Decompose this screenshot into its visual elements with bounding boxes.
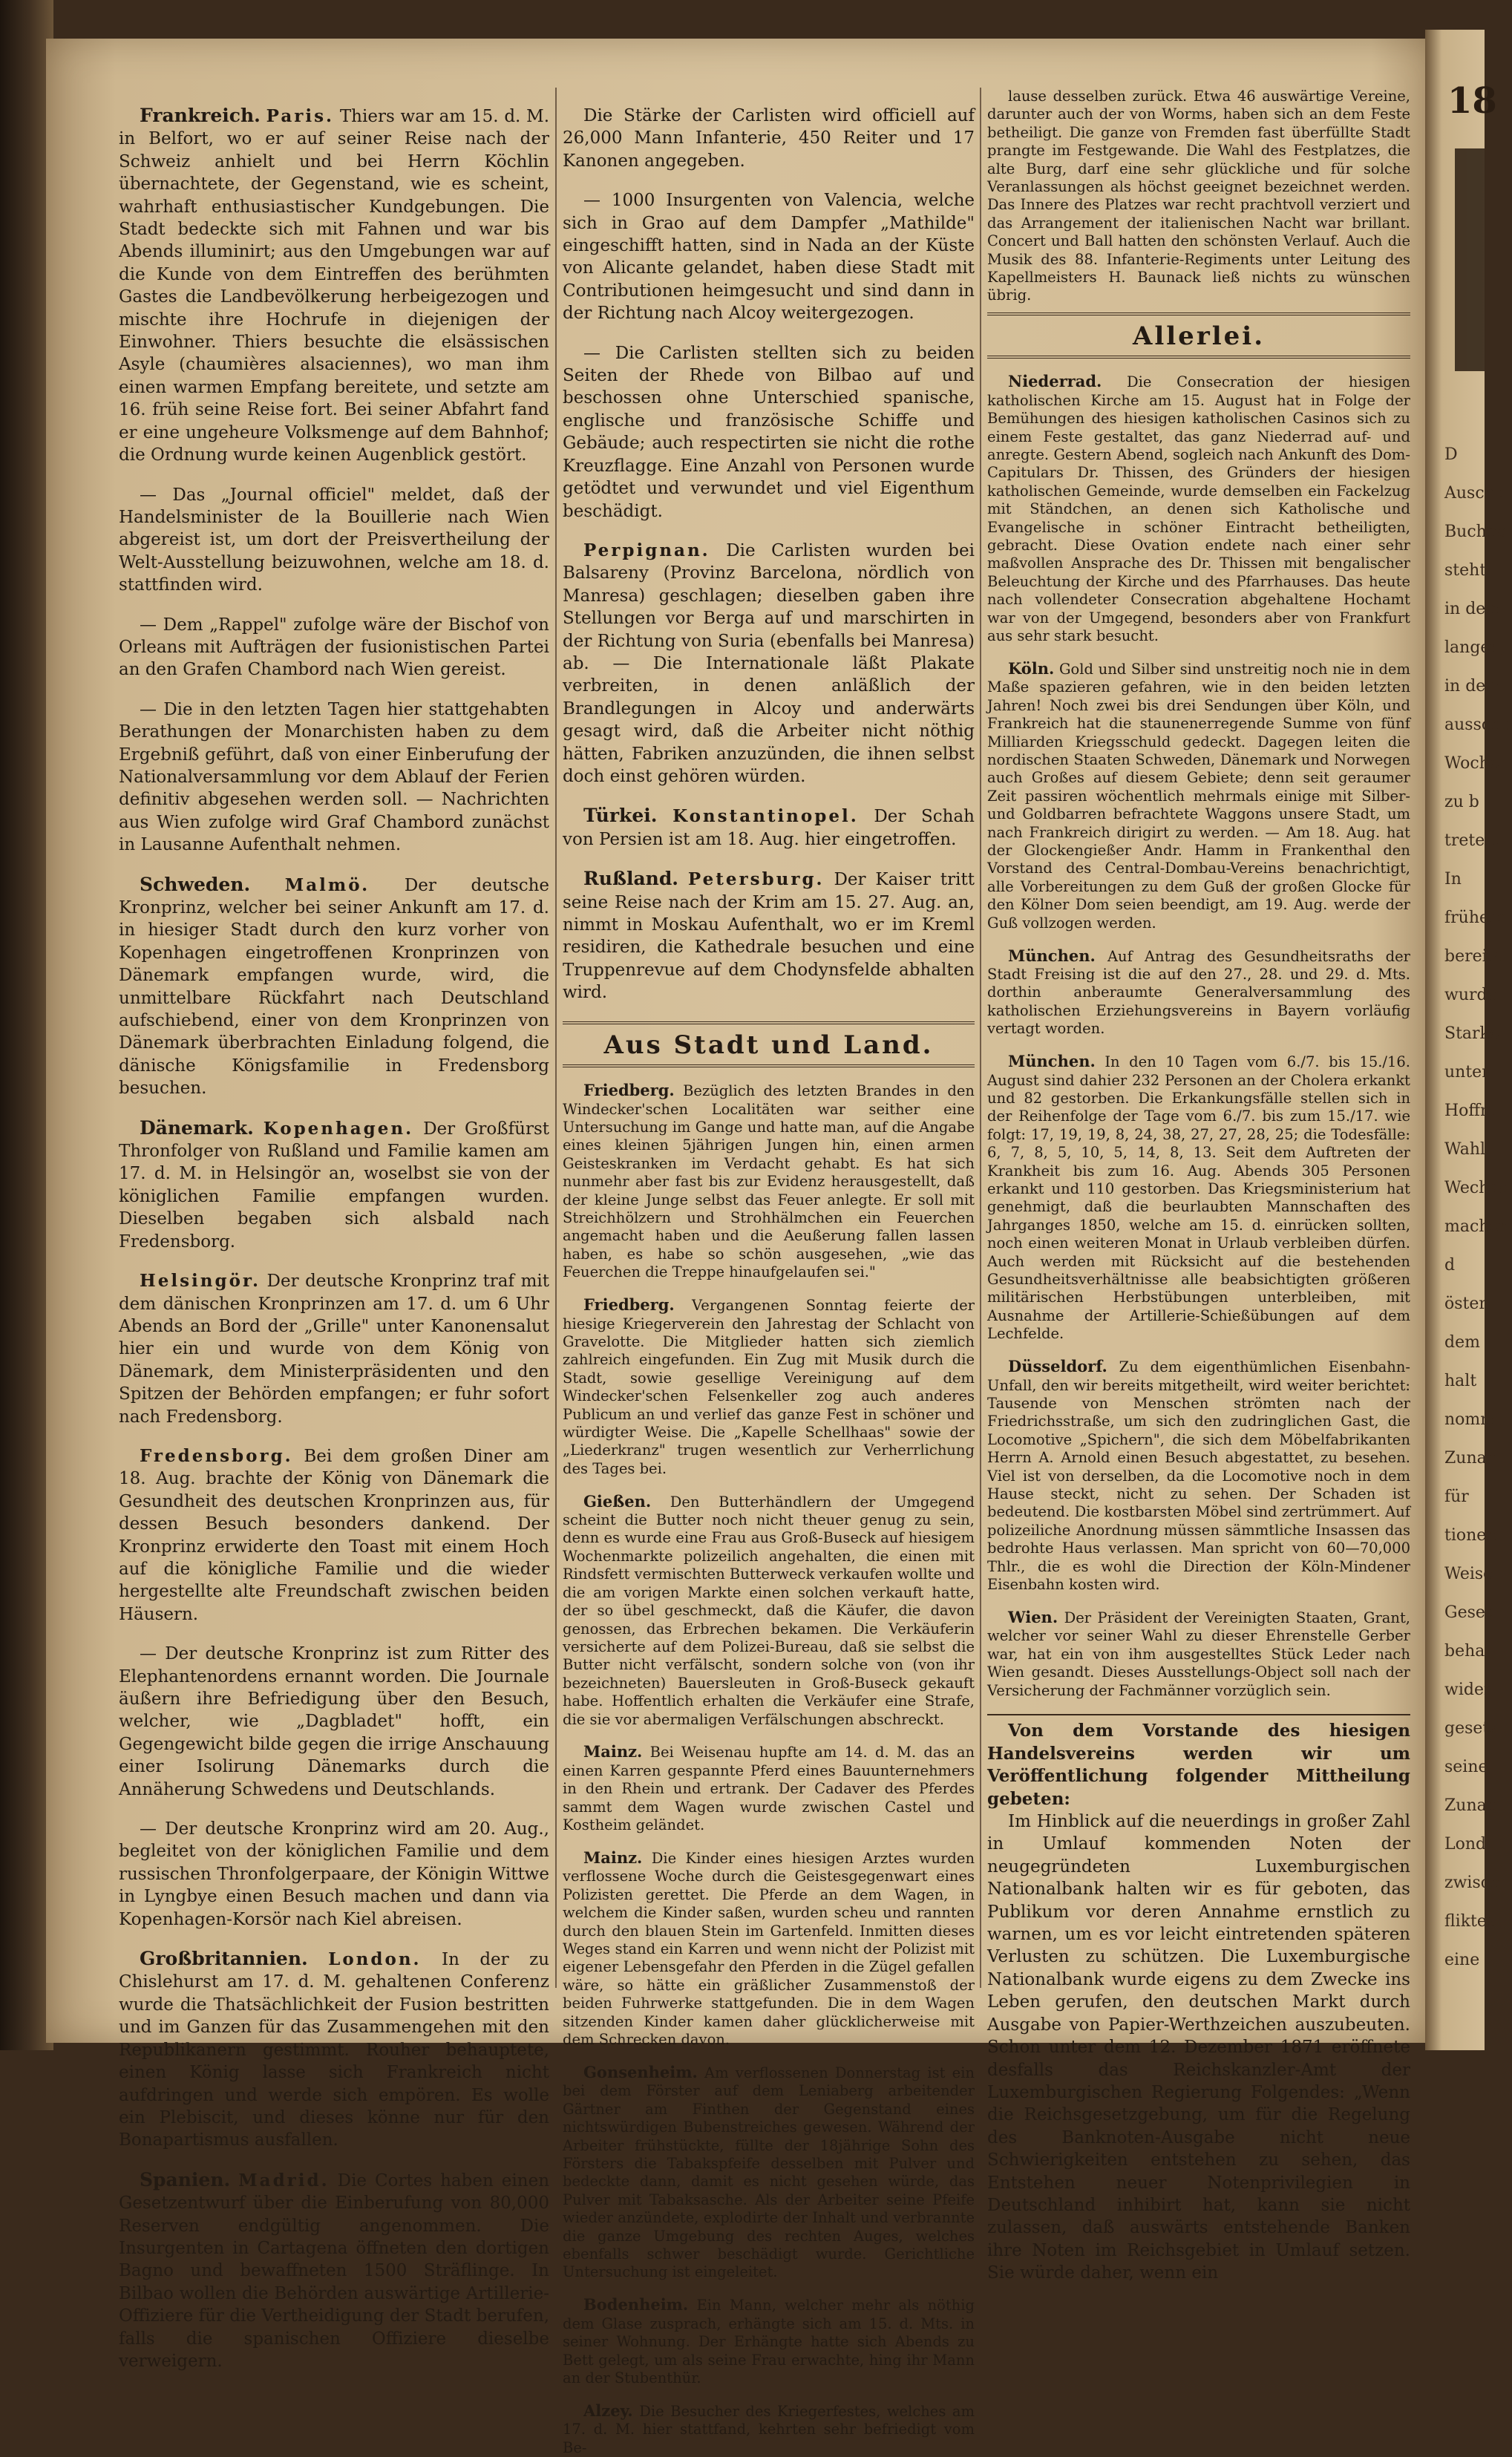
article-paragraph <box>563 2064 975 2282</box>
article-heading: Türkei. <box>583 805 658 827</box>
article-heading: Niederrad. <box>1008 372 1102 391</box>
adjacent-text-fragment: Hoffm <box>1444 1102 1496 1120</box>
article-paragraph <box>987 373 1410 645</box>
article-paragraph <box>119 874 549 1100</box>
adjacent-text-fragment: Zunah <box>1444 1796 1497 1815</box>
dateline: Kopenhagen. <box>263 1118 414 1139</box>
adjacent-text-fragment: in dem <box>1444 677 1502 696</box>
article-heading: Bodenheim. <box>583 2295 689 2314</box>
article-text: — Der deutsche Kronprinz wird am 20. Aug., begleitet von der königlichen Familie und dem russischen Thronfolgerpaare, der Königin Wittwe in Lyngbye einen Besuch machen und dann via Kopenhagen-Korsör nach Kiel abreisen. <box>119 1819 549 1929</box>
adjacent-text-fragment: fliktes <box>1444 1912 1496 1931</box>
adjacent-text-fragment: nomm <box>1444 1410 1496 1429</box>
article-heading: Frankreich. <box>140 105 261 126</box>
article-paragraph <box>563 2402 975 2457</box>
article-paragraph <box>119 1818 549 1931</box>
adjacent-text-fragment: treten. <box>1444 831 1501 850</box>
masthead-fragment <box>1455 148 1485 371</box>
article-text: Gold und Silber sind unstreitig noch nie in dem Maße spazieren gefahren, wie in den beiden letzten Jahren! Noch zwei bis drei Sendungen über Köln, und Frankreich hat die staunenerregende Summe von fünf Milliarden Kriegsschuld gedeckt. Dagegen leiten die nordischen Staaten Schweden, Dänemark und Norwegen auch Großes auf diesem Gebiete; denn seit geraumer Zeit passiren wöchentlich mehrmals einige mit Silber- und Goldbarren befrachtete Waggons unsere Stadt, um nach Frankreich dirigirt zu werden. — Am 18. Aug. hat der Glockengießer Andr. Hamm in Frankenthal den Vorstand des Central-Dombau-Vereins benachrichtigt, alle Vorbereitungen zu dem Guß der großen Glocke für den Kölner Dom seien beendigt, am 19. Aug. werde der Guß vollzogen werden. <box>987 660 1410 932</box>
adjacent-text-fragment: zwisch <box>1444 1874 1501 1892</box>
adjacent-text-fragment: Woche <box>1444 754 1499 773</box>
notice-body: Im Hinblick auf die neuerdings in großer Zahl in Umlauf kommenden Noten der neugegründeten Luxemburgischen Nationalbank halten wir es für geboten, das Publikum vor deren Annahme ernstlich zu warnen, um es vor leicht eintretenden späteren Verlusten zu schützen. Die Luxemburgische Nationalbank wurde eigens zu dem Zwecke ins Leben gerufen, den deutschen Markt durch Ausgabe von Papier-Werthzeichen auszubeuten. Schon unter dem 12. Dezember 1871 eröffnete desfalls das Reichskanzler-Amt der Luxemburgischen Regierung Folgendes: „Wenn die Reichsgesetzgebung, um für die Regelung des Banknoten-Ausgabe nicht neue Schwierigkeiten entstehen zu sehen, das Entstehen neuer Notenprivilegien in Deutschland inhibirt hat, kann sie nicht zulassen, daß auswärts entstehende Banken ihre Noten im Reichsgebiet in Umlauf setzen. Sie würde daher, wenn ein <box>987 1812 1410 2283</box>
adjacent-text-fragment: in dem <box>1444 600 1502 618</box>
article-paragraph <box>563 189 975 324</box>
adjacent-text-fragment: zu b <box>1444 793 1479 811</box>
dateline: Perpignan. <box>583 540 710 560</box>
article-heading: Köln. <box>1008 658 1055 678</box>
article-heading: Schweden. <box>140 873 251 895</box>
adjacent-text-fragment: D <box>1444 445 1458 464</box>
adjacent-page-edge <box>1425 30 1512 2050</box>
article-text: Der Großfürst Thronfolger von Rußland und Familie kamen am 17. d. M. in Helsingör an, woselbst sie von der königlichen Familie empfangen wurden. Dieselben begaben sich alsbald nach Fredensborg. <box>119 1119 549 1252</box>
adjacent-text-fragment: Buchha <box>1444 523 1508 541</box>
article-paragraph <box>119 1948 549 2152</box>
dateline: London. <box>328 1949 422 1970</box>
page-number: 18 <box>1447 80 1497 122</box>
notice-intro: Von dem Vorstande des hiesigen Handelsvereins werden wir um Veröffentlichung folgender Mittheilung gebeten: <box>987 1721 1410 1809</box>
article-text: — Das „Journal officiel" meldet, daß der Handelsminister de la Bouillerie nach Wien abgereist ist, um dort der Preisvertheilung der Welt-Ausstellung beizuwohnen, welche am 18. d. stattfinden wird. <box>119 485 549 595</box>
adjacent-text-fragment: behal <box>1444 1642 1490 1661</box>
article-heading: Gießen. <box>583 1491 652 1511</box>
article-text: Den Butterhändlern der Umgegend scheint die Butter noch nicht theuer genug zu sein, denn es wurde eine Frau aus Groß-Buseck auf hiesigem Wochenmarkte polizeilich angehalten, die einen mit Rindsfett vermischten Butterweck verkaufen wollte und die am vorigen Markte einen solchen verkauft hatte, der so übel geschmeckt, daß die Käufer, die davon genossen, das Erbrechen bekamen. Die Verkäuferin versicherte auf dem Polizei-Bureau, daß sie selbst die Butter nicht verfälscht, sondern solche von (von ihr bezeichneten) Bauersleuten in Groß-Buseck gekauft habe. Hoffentlich erhalten die Verkäufer eine Strafe, die sie vor abermaligen Verfälschungen abschreckt. <box>563 1493 975 1728</box>
article-text: Bei dem großen Diner am 18. Aug. brachte der König von Dänemark die Gesundheit des deutschen Kronprinzen aus, für dessen Besuch besonders dankend. Der Kronprinz erwiderte den Toast mit einem Hoch auf die königliche Familie und die wieder hergestellte alte Freundschaft zwischen beiden Häusern. <box>119 1446 549 1624</box>
article-heading: Spanien. <box>140 2168 231 2191</box>
article-paragraph <box>119 1270 549 1428</box>
article-paragraph <box>563 1296 975 1478</box>
adjacent-text-fragment: Geset <box>1444 1603 1492 1622</box>
local-news <box>563 1082 975 2457</box>
article-paragraph <box>119 484 549 597</box>
article-heading: Mainz. <box>583 1742 643 1761</box>
article-text: — Die Carlisten stellten sich zu beiden Seiten der Rhede von Bilbao auf und beschossen ohne Unterschied spanische, englische und französische Schiffe und Gebäude; auch respectirten sie nicht die rothe Kreuzflagge. Eine Anzahl von Personen wurde getödtet und verwundet und viel Eigenthum beschädigt. <box>563 343 975 521</box>
section-title-local: Aus Stadt und Land. <box>563 1021 975 1067</box>
adjacent-text-fragment: wider <box>1444 1681 1492 1699</box>
article-paragraph <box>119 699 549 857</box>
trade-association-notice <box>987 1720 1410 2284</box>
adjacent-text-fragment: In <box>1444 870 1462 889</box>
article-heading: Friedberg. <box>583 1081 675 1100</box>
article-text: Bei Weisenau hupfte am 14. d. M. das an einen Karren gespannte Pferd eines Bauunternehmers in den Rhein und ertrank. Der Cadaver des Pferdes sammt dem Wagen wurde zwischen Castel und Kostheim geländet. <box>563 1744 975 1834</box>
alzey-continuation: lause desselben zurück. Etwa 46 auswärtige Vereine, darunter auch der von Worms, haben sich an dem Feste betheiligt. Die ganze von Fremden fast überfüllte Stadt prangte im Festgewande. Die Wahl des Festplatzes, die alte Burg, darf eine sehr glückliche und für solche Veranlassungen als höchst geeignet bezeichnet werden. Das Innere des Platzes war recht prachtvoll verziert und das Arrangement der italienischen Nacht war brillant. Concert und Ball hatten den schönsten Verlauf. Auch die Musik des 88. Infanterie-Regiments unter Leitung des Kapellmeisters H. Baunack ließ nichts zu wünschen übrig. <box>987 88 1410 304</box>
dateline: Madrid. <box>238 2170 330 2191</box>
article-text: In den 10 Tagen vom 6./7. bis 15./16. August sind dahier 232 Personen an der Cholera erkankt und 82 gestorben. Die Erkankungsfälle stellen sich in der Reihenfolge der Tage vom 6./7. bis zum 15./17. wie folgt: 17, 19, 19, 8, 24, 38, 27, 27, 28, 25; die Todesfälle: 6, 7, 8, 5, 10, 5, 14, 8, 13. Seit dem Auftreten der Krankheit bis zum 16. Aug. Abends 305 Personen erkankt und 110 gestorben. Das Kriegsministerium hat genehmigt, daß die beurlaubten Mannschaften des Jahrganges 1850, welche am 15. d. einrücken sollten, noch einen weiteren Monat in Urlaub verbleiben dürfen. Auch werden mit Rücksicht auf die bestehenden Gesundheitsverhältnisse alle beabsichtigten größeren militärischen Herbstübungen unterbleiben, mit Ausnahme der Artillerie-Schießübungen auf dem Lechfelde. <box>987 1053 1411 1343</box>
column-3 <box>987 88 1411 2283</box>
article-heading: München. <box>1008 1052 1096 1071</box>
article-paragraph <box>987 1609 1410 1700</box>
article-paragraph <box>563 805 975 851</box>
article-heading: Wien. <box>1008 1607 1058 1626</box>
section-title-allerlei: Allerlei. <box>987 313 1410 359</box>
article-text: Die Besucher des Kriegerfestes, welches am 17. d. M. hier stattfand, kehrten sehr befriedigt vom Be- <box>563 2402 975 2456</box>
article-paragraph <box>987 1358 1410 1594</box>
adjacent-text-fragment: Auscht <box>1444 484 1502 503</box>
article-text: Zu dem eigenthümlichen Eisenbahn-Unfall, den wir bereits mitgetheilt, wird weiter berichtet: Tausende von Menschen strömten nach der Friedrichsstraße, um sich den zudringlichen Gast, die Locomotive „Spichern", die sich dem Möbelfabrikanten Herrn A. Arnold einen Besuch abgestattet, zu besehen. Viel ist von derselben, da die Locomotive noch in dem Hause steckt, nicht zu sehen. Der Schaden ist bedeutend. Die kostbarsten Möbel sind zertrümmert. Auf polizeiliche Anordnung müssen sämmtliche Insassen das bedrohte Haus verlassen. Man spricht von 60—70,000 Thlr., die es wohl die Direction der Köln-Mindener Eisenbahn kosten wird. <box>987 1358 1410 1593</box>
miscellany-news <box>987 373 1410 1700</box>
article-text: — 1000 Insurgenten von Valencia, welche sich in Grao auf dem Dampfer „Mathilde" eingeschifft hatten, sind in Nada an der Küste von Alicante gelandet, haben diese Stadt mit Contributionen heimgesucht und sind dann in der Richtung nach Alcoy weitergezogen. <box>563 191 975 324</box>
column-divider <box>555 88 557 1988</box>
article-text: Die Stärke der Carlisten wird officiell auf 26,000 Mann Infanterie, 450 Reiter und 17 Kanonen angegeben. <box>563 106 975 171</box>
article-paragraph <box>119 2169 549 2373</box>
dateline: Paris. <box>266 106 335 126</box>
article-paragraph <box>119 1117 549 1253</box>
article-heading: Dänemark. <box>140 1116 254 1139</box>
article-heading: München. <box>1008 946 1096 965</box>
article-heading: Gonsenheim. <box>583 2062 698 2081</box>
adjacent-text-fragment: tionen <box>1444 1526 1497 1545</box>
article-paragraph <box>563 1849 975 2049</box>
article-heading: Rußland. <box>583 868 679 890</box>
adjacent-text-fragment: Wechse <box>1444 1179 1508 1197</box>
article-paragraph <box>563 1493 975 1729</box>
article-heading: Großbritannien. <box>140 1948 308 1970</box>
column-1-foreign-news <box>119 88 550 2371</box>
dateline: Malmö. <box>284 874 370 895</box>
article-paragraph <box>987 660 1410 932</box>
article-text: — Dem „Rappel" zufolge wäre der Bischof von Orleans mit Aufträgen der fusionistischen Partei an den Grafen Chambord nach Wien gereist. <box>119 615 549 680</box>
article-text: In der zu Chislehurst am 17. d. M. gehaltenen Conferenz wurde die Thatsächlichkeit der Fusion bestritten und im Ganzen für das Zusammengehen mit den Republikanern gestimmt. Rouher behauptete, einen König lasse sich Frankreich nicht aufdringen und werde sich empören. Es wolle ein Plebiscit, und dieses könne nur für den Bonapartismus ausfallen. <box>119 1950 550 2150</box>
article-heading: Mainz. <box>583 1848 643 1867</box>
article-paragraph <box>563 1082 975 1281</box>
adjacent-text-fragment: Wahl <box>1444 1140 1486 1159</box>
article-paragraph <box>563 2296 975 2387</box>
adjacent-text-fragment: ausschu <box>1444 716 1512 734</box>
adjacent-text-fragment: Weise <box>1444 1565 1493 1583</box>
adjacent-text-fragment: machen <box>1444 1217 1510 1236</box>
adjacent-text-fragment: d <box>1444 1256 1456 1275</box>
adjacent-text-fragment: wurde <box>1444 986 1497 1004</box>
article-text: — Die in den letzten Tagen hier stattgehabten Berathungen der Monarchisten haben zu dem Ergebniß geführt, daß von einer Einberufung der Nationalversammlung vor dem Ablauf der Ferien definitiv abgesehen werden soll. — Nachrichten aus Wien zufolge wird Graf Chambord zunächst in Lausanne Aufenthalt nehmen. <box>119 699 549 855</box>
article-text: Der Präsident der Vereinigten Staaten, Grant, welcher vor seiner Wahl zu dieser Ehrenstelle Gerber war, hat ein von ihm ausgestelltes Stück Leder nach Wien gesandt. Dieses Ausstellungs-Object soll nach der Versicherung der Fachmänner vorzüglich sein. <box>987 1609 1411 1699</box>
column-divider <box>980 88 981 1988</box>
adjacent-text-fragment: steht <box>1444 561 1487 580</box>
dateline: Helsingör. <box>140 1271 261 1292</box>
article-heading: Düsseldorf. <box>1008 1357 1107 1376</box>
divider <box>987 1714 1410 1715</box>
adjacent-text-fragment: Zunah <box>1444 1449 1497 1468</box>
article-paragraph <box>563 868 975 1004</box>
adjacent-text-fragment: dem <box>1444 1333 1480 1352</box>
article-text: Bezüglich des letzten Brandes in den Windecker'schen Localitäten war seither eine Untersuchung im Gange und hatte man, auf die Angabe eines kleinen 5jährigen Jungen hin, einen armen Geisteskranken im Verdacht gehabt. Es hat sich nunmehr aber fast bis zur Evidenz herausgestellt, daß der kleine Junge selbst das Feuer anlegte. Er soll mit Streichhölzern und Strohhälmchen ein Feuerchen angemacht haben und die Aeußerung fallen lassen haben, es habe so schön ausgesehen, „wie das Feuerchen die Treppe hinaufgelaufen sei." <box>563 1082 975 1281</box>
article-text: Thiers war am 15. d. M. in Belfort, wo er auf seiner Reise nach der Schweiz anhielt und bei Herrn Köchlin übernachtete, der Gegenstand, wie es scheint, wahrhaft enthusiastischer Kundgebungen. Die Stadt bedeckte sich mit Fahnen und war bis Abends illuminirt; aus den Umgebungen war auf die Kunde von dem Eintreffen des berühmten Gastes die Landbevölkerung herbeigezogen und mischte ihre Hochrufe in diejenigen der Einwohner. Thiers besuchte die elsässischen Asyle (chaumières alsaciennes), wo man ihm einen warmen Empfang bereitete, und setzte am 16. früh seine Reise fort. Bei seiner Abfahrt fand er eine ungeheure Volksmenge auf dem Bahnhof; die Ordnung wurde keinen Augenblick gestört. <box>119 107 550 465</box>
article-paragraph <box>119 105 549 467</box>
article-text: Auf Antrag des Gesundheitsraths der Stadt Freising ist die auf den 27., 28. und 29. d. Mts. dorthin anberaumte Generalversammlung des katholischen Erziehungsvereins in Bayern vorläufig vertagt worden. <box>987 947 1411 1038</box>
article-text: Die Carlisten wurden bei Balsareny (Provinz Barcelona, nördlich von Manresa) geschlagen; dieselben gaben ihre Stellungen vor Berga auf und marschirten in der Richtung von Suria (ebenfalls bei Manresa) ab. — Die Internationale läßt Plakate verbreiten, in denen anläßlich der Brandlegungen in Alcoy und anderwärts gesagt wird, daß die Arbeiter nicht nöthig hätten, Fabriken anzuzünden, die ihnen selbst doch einst gehören würden. <box>563 540 975 786</box>
adjacent-text-fragment: halt <box>1444 1372 1477 1390</box>
adjacent-text-fragment: öster <box>1444 1295 1487 1313</box>
adjacent-text-fragment: für <box>1444 1488 1469 1506</box>
article-text: Ein Mann, welcher mehr als nöthig dem Glase zusprach, erhängte sich am 15. d. Mts. in seiner Wohnung. Der Erhängte hatte sich Abends zu Bett gelegt, um als seine Frau erwachte, hing ihr Mann an der Stubenthür. <box>563 2297 975 2386</box>
article-text: — Der deutsche Kronprinz ist zum Ritter des Elephantenordens ernannt worden. Die Journale äußern ihre Befriedigung über den Besuch, welcher, wie „Dagbladet" hofft, ein Gegengewicht bilde gegen die irrige Anschauung einer Isolirung Dänemarks durch die Annäherung Schwedens und Deutschlands. <box>119 1644 549 1799</box>
adjacent-text-fragment: seine <box>1444 1758 1488 1776</box>
article-text: Die Consecration der hiesigen katholischen Kirche am 15. August hat in Folge der Bemühungen des hiesigen katholischen Casinos sich zu einem Feste gestaltet, das ganz Niederrad auf- und anregte. Gestern Abend, sogleich nach Ankunft des Dom-Capitulars Dr. Thissen, des Gründers der hiesigen katholischen Gemeinde, wurde demselben ein Fackelzug mit Ständchen, an denen sich Katholische und Evangelische in schöner Eintracht betheiligten, gebracht. Diese Ovation endete nach einer sehr maßvollen Ansprache des Dr. Thissen mit bengalischer Beleuchtung der Kirche und des Pfarrhauses. Das heute nach vollendeter Consecration abgehaltene Hochamt war von der Umgegend, besonders aber von Frankfurt aus sehr stark besucht. <box>987 373 1410 645</box>
adjacent-text-fragment: frühere <box>1444 909 1507 927</box>
article-paragraph <box>987 947 1410 1038</box>
article-paragraph <box>119 614 549 681</box>
article-paragraph <box>119 1643 549 1801</box>
column-2 <box>563 88 975 2456</box>
article-paragraph <box>119 1445 549 1626</box>
dateline: Konstantinopel. <box>672 806 859 827</box>
article-text: Der Kaiser tritt seine Reise nach der Krim am 15. 27. Aug. an, nimmt in Moskau Aufenthalt, wo er im Kreml residiren, die Kathedrale besuchen und eine Truppenrevue auf dem Chodynsfelde abhalten wird. <box>563 870 975 1003</box>
article-text: Der deutsche Kronprinz traf mit dem dänischen Kronprinzen am 17. d. um 6 Uhr Abends an Bord der „Grille" unter Kanonensalut hier ein und wurde von dem König von Dänemark, dem Ministerpräsidenten und den Spitzen der Behörden empfangen; er fuhr sofort nach Fredensborg. <box>119 1272 549 1427</box>
dateline: Fredensborg. <box>140 1445 293 1466</box>
article-heading: Alzey. <box>583 2401 633 2420</box>
adjacent-text-fragment: Lond <box>1444 1835 1487 1854</box>
foreign-news-continued <box>563 105 975 1004</box>
dateline: Petersburg. <box>687 869 825 890</box>
article-paragraph <box>563 105 975 172</box>
article-text: Vergangenen Sonntag feierte der hiesige Kriegerverein den Jahrestag der Schlacht von Gravelotte. Die Mitglieder hatten sich ziemlich zahlreich eingefunden. Ein Zug mit Musik durch die Stadt, sowie gesellige Vereinigung auf dem Windecker'schen Felsenkeller zog auch anderes Publicum an und verlief das ganze Fest in schöner und würdigter Weise. Die „Kapelle Schellhaas" sowie der „Liederkranz" trugen wesentlich zur Verherrlichung des Tages bei. <box>563 1297 975 1477</box>
article-paragraph <box>987 1053 1410 1344</box>
adjacent-text-fragment: Starke <box>1444 1024 1499 1043</box>
article-text: Der deutsche Kronprinz, welcher bei seiner Ankunft am 17. d. in hiesiger Stadt durch den kurz vorher von Kopenhagen eingetroffenen Kronprinzen von Dänemark empfangen wurde, wird, die unmittelbare Rückfahrt nach Deutschland aufschiebend, einer von dem Kronprinzen von Dänemark überbrachten Einladung folgend, die dänische Königsfamilie in Fredensborg besuchen. <box>119 875 550 1099</box>
adjacent-text-fragment: bereits <box>1444 947 1502 966</box>
article-text: Am verflossenen Donnerstag ist ein bei dem Förster auf dem Leniaberg arbeitender Gärtner am Finthen der Gegenstand eines nichtswürdigen Bubenstreiches gewesen. Während der Arbeiter frühstückte, füllte der 18jährige Sohn des Försters die Tabakspfeife desselben mit Pulver und bedeckte dann, damit es nicht gesehen würde, das Pulver mit Tabaksasche. Als der Arbeiter seine Pfeife wieder anzündete, explodirte der Inhalt und verbrannte die ganze Umgebung des rechten Auges, welches ebenfalls schwer beschädigt wurde. Gerichtliche Untersuchung ist eingeleitet. <box>563 2064 975 2281</box>
article-text: Die Kinder eines hiesigen Arztes wurden verflossene Woche durch die Geistesgegenwart eines Polizisten gerettet. Die Pferde an dem Wagen, in welchem die Kinder saßen, wurden scheu und rannten durch den blauen Stein im Gartenfeld. Inmitten dieses Weges stand ein Karren und wenn nicht der Polizist mit eigener Lebensgefahr den Pferden in die Zügel gefallen wäre, so hätte ein gräßlicher Zusammenstoß der beiden Fuhrwerke stattgefunden. Die in dem Wagen sitzenden Kinder kamen daher glücklicherweise mit dem Schrecken davon. <box>563 1849 975 2049</box>
adjacent-text-fragment: langen, <box>1444 638 1506 657</box>
article-paragraph <box>563 540 975 788</box>
adjacent-text-fragment: gesetz <box>1444 1719 1498 1738</box>
adjacent-text-fragment: eine <box>1444 1951 1480 1969</box>
adjacent-text-fragment: unter <box>1444 1063 1490 1082</box>
article-text: Die Cortes haben einen Gesetzentwurf über die Einberufung von 80,000 Reserven endgültig angenommen. Die Insurgenten in Cartagena öffneten den dortigen Bagno und bewaffneten 1500 Sträflinge. In Bilbao wollen die Behörden auswärtige Artillerie-Offiziere für die Vertheidigung der Stadt berufen, falls die spanischen Offiziere dieselbe verweigern. <box>119 2170 550 2371</box>
article-heading: Friedberg. <box>583 1295 675 1315</box>
article-text: Der Schah von Persien ist am 18. Aug. hier eingetroffen. <box>563 807 975 849</box>
article-paragraph <box>563 1743 975 1834</box>
article-paragraph <box>563 342 975 523</box>
